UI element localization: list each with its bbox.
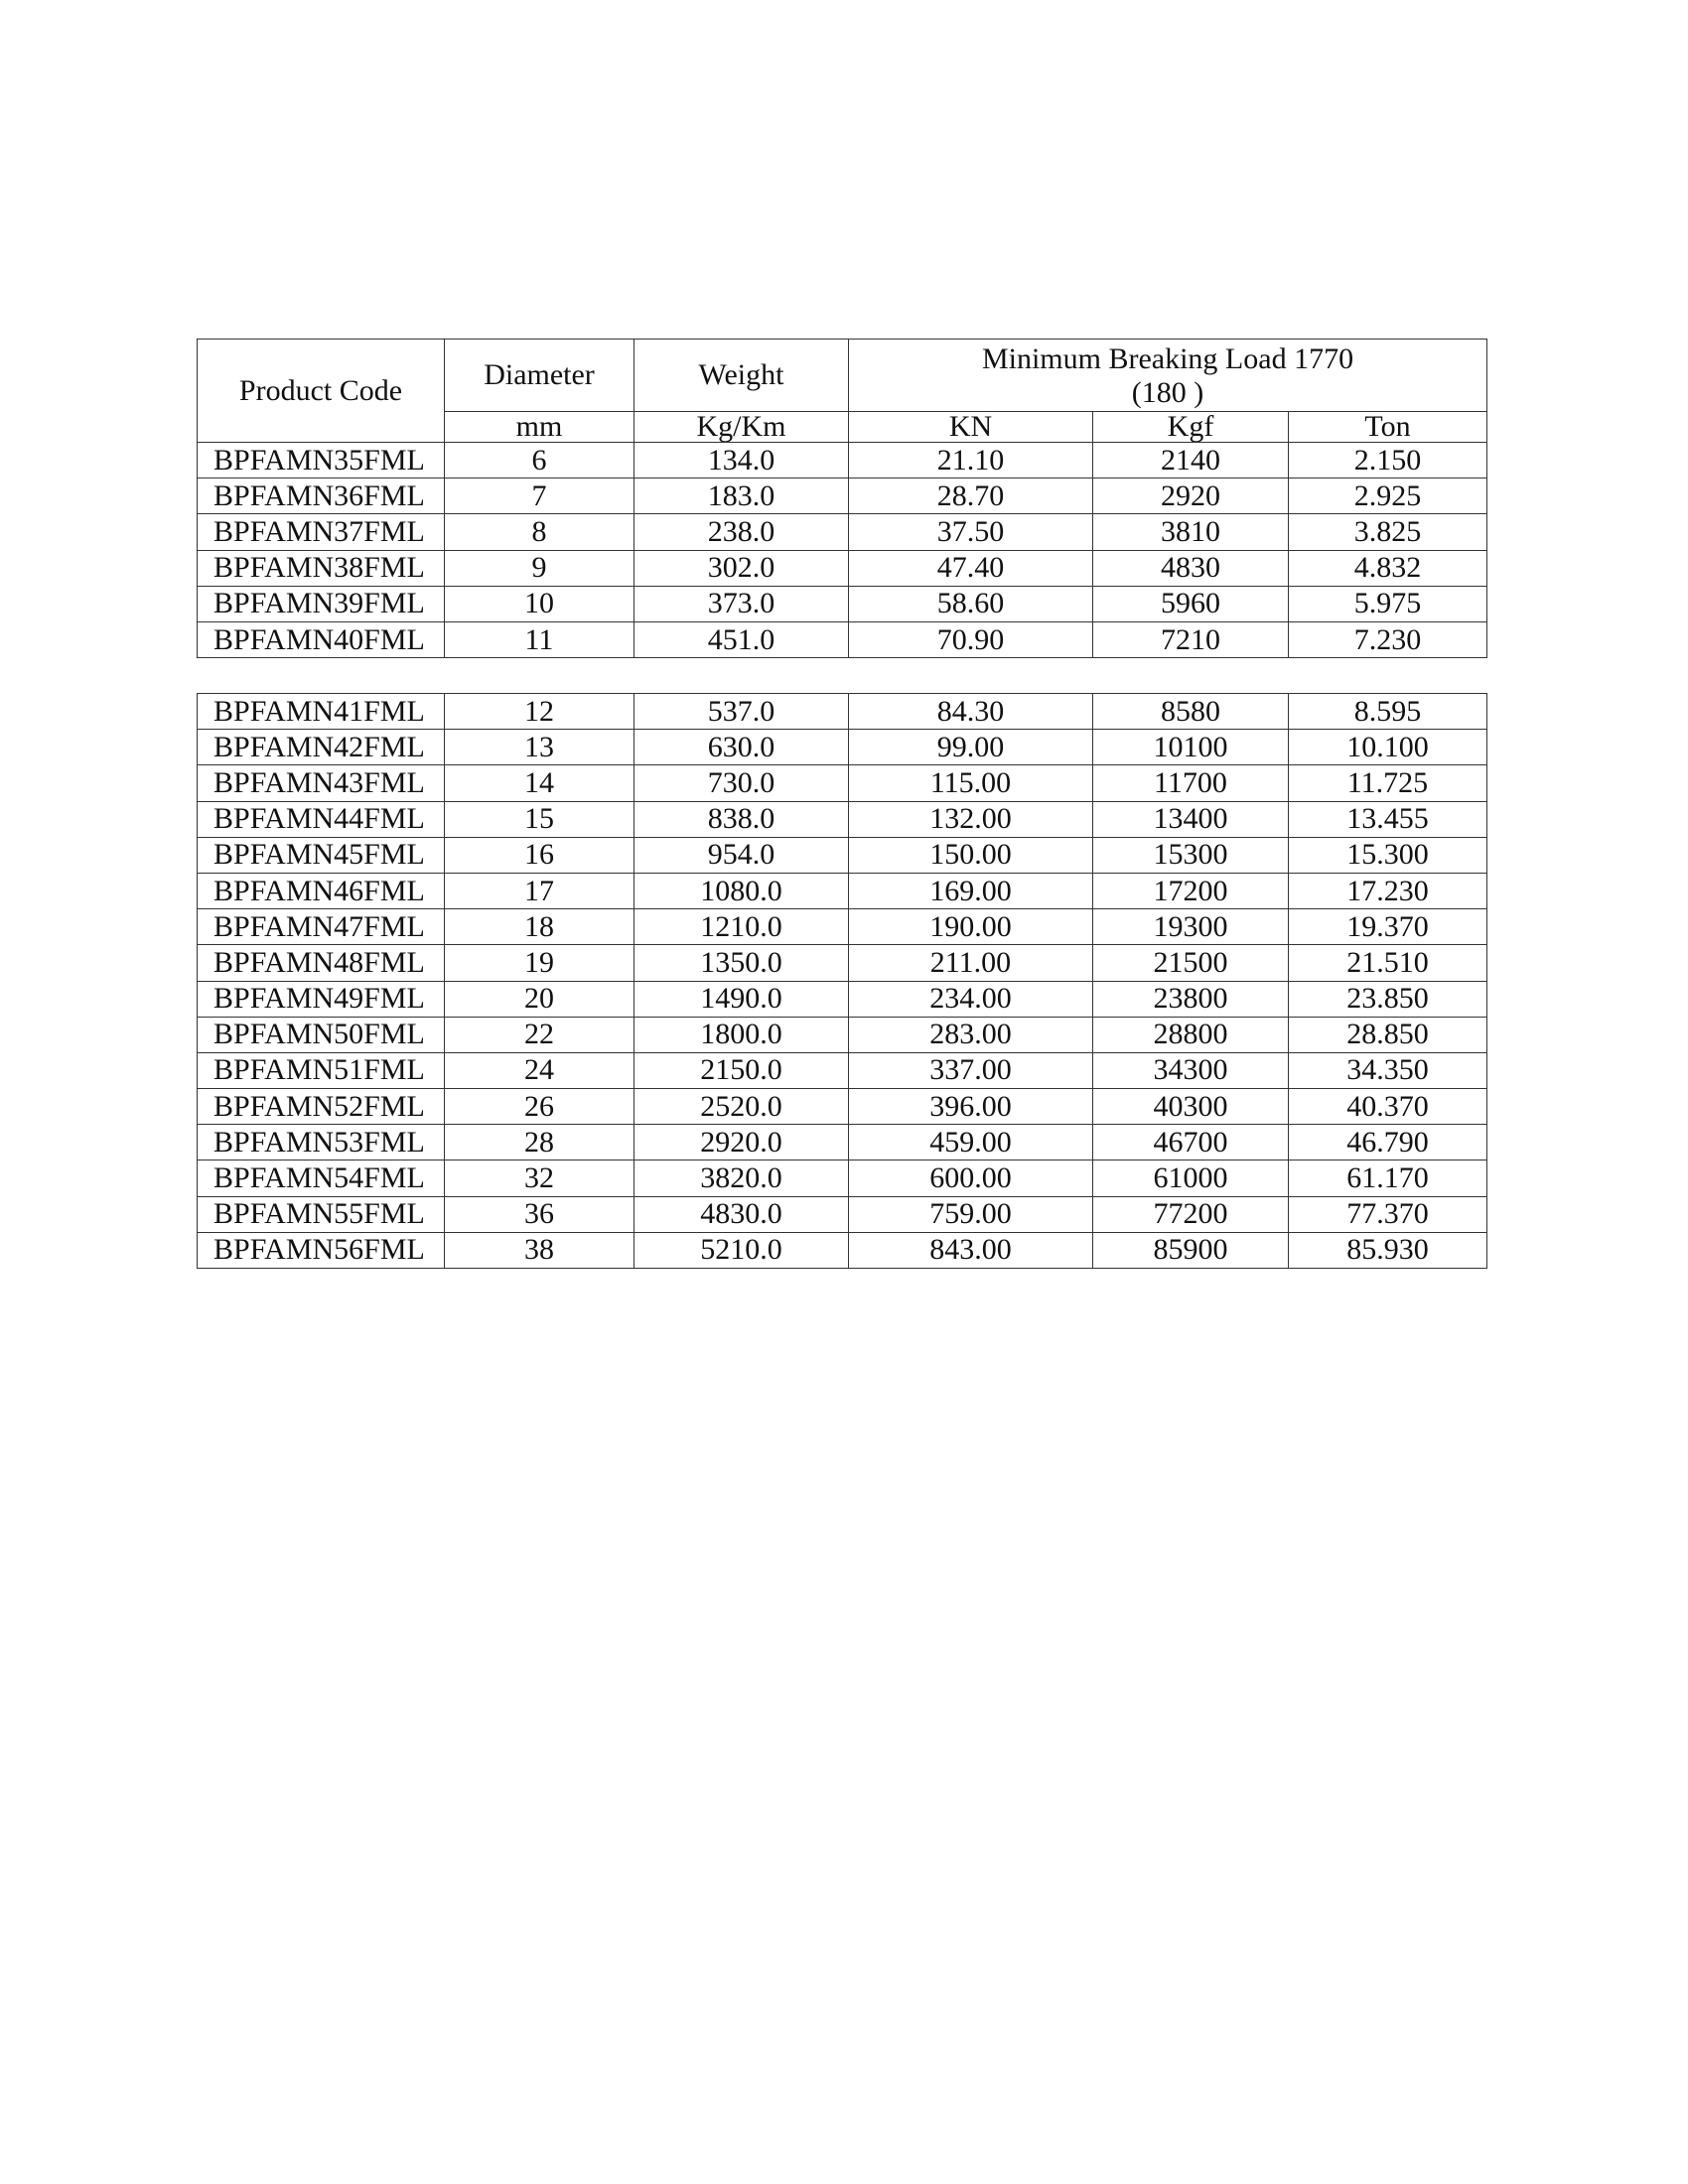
- cell-weight: 954.0: [634, 837, 849, 873]
- cell-ton: 4.832: [1289, 550, 1487, 586]
- cell-weight: 5210.0: [634, 1232, 849, 1268]
- cell-kn: 99.00: [849, 730, 1093, 765]
- cell-diameter: 6: [445, 443, 634, 478]
- table-row: [198, 909, 1487, 945]
- cell-diameter: 10: [445, 586, 634, 621]
- cell-code: BPFAMN54FML: [198, 1160, 445, 1196]
- cell-code: BPFAMN52FML: [198, 1089, 445, 1125]
- cell-code: BPFAMN35FML: [198, 443, 445, 478]
- cell-ton: 34.350: [1289, 1052, 1487, 1088]
- table-row: [198, 1052, 1487, 1088]
- cell-code: BPFAMN46FML: [198, 873, 445, 908]
- table-row: [198, 1125, 1487, 1160]
- cell-diameter: 7: [445, 478, 634, 514]
- kn-unit: KN: [849, 412, 1093, 443]
- cell-code: BPFAMN48FML: [198, 945, 445, 981]
- cell-weight: 2520.0: [634, 1089, 849, 1125]
- table-row: [198, 801, 1487, 837]
- cell-kn: 600.00: [849, 1160, 1093, 1196]
- cell-diameter: 15: [445, 801, 634, 837]
- product-code-header: Product Code: [198, 340, 445, 443]
- table-row: [198, 443, 1487, 478]
- cell-code: BPFAMN45FML: [198, 837, 445, 873]
- cell-kn: 115.00: [849, 765, 1093, 801]
- cell-diameter: 38: [445, 1232, 634, 1268]
- header-row: [198, 340, 1487, 412]
- cell-weight: 730.0: [634, 765, 849, 801]
- cell-kgf: 4830: [1093, 550, 1289, 586]
- cell-diameter: 14: [445, 765, 634, 801]
- cell-kn: 70.90: [849, 621, 1093, 657]
- cell-diameter: 18: [445, 909, 634, 945]
- cell-diameter: 26: [445, 1089, 634, 1125]
- cell-kn: 58.60: [849, 586, 1093, 621]
- cell-weight: 2150.0: [634, 1052, 849, 1088]
- cell-kn: 396.00: [849, 1089, 1093, 1125]
- cell-ton: 15.300: [1289, 837, 1487, 873]
- cell-weight: 1210.0: [634, 909, 849, 945]
- cell-diameter: 11: [445, 621, 634, 657]
- cell-code: BPFAMN50FML: [198, 1017, 445, 1052]
- cell-code: BPFAMN43FML: [198, 765, 445, 801]
- cell-code: BPFAMN47FML: [198, 909, 445, 945]
- cell-diameter: 36: [445, 1196, 634, 1232]
- minimum-breaking-load-header: [849, 340, 1487, 412]
- cell-kn: 169.00: [849, 873, 1093, 908]
- cell-ton: 17.230: [1289, 873, 1487, 908]
- cell-diameter: 8: [445, 514, 634, 550]
- cell-kgf: 28800: [1093, 1017, 1289, 1052]
- table-row: [198, 765, 1487, 801]
- diameter-header: Diameter: [445, 340, 634, 412]
- cell-weight: 838.0: [634, 801, 849, 837]
- table-row: [198, 586, 1487, 621]
- cell-diameter: 16: [445, 837, 634, 873]
- cell-code: BPFAMN51FML: [198, 1052, 445, 1088]
- cell-code: BPFAMN44FML: [198, 801, 445, 837]
- cell-kgf: 2920: [1093, 478, 1289, 514]
- weight-unit: Kg/Km: [634, 412, 849, 443]
- cell-kgf: 21500: [1093, 945, 1289, 981]
- cell-weight: 3820.0: [634, 1160, 849, 1196]
- table-row: [198, 514, 1487, 550]
- cell-ton: 19.370: [1289, 909, 1487, 945]
- cell-weight: 537.0: [634, 694, 849, 730]
- cell-kgf: 11700: [1093, 765, 1289, 801]
- cell-weight: 630.0: [634, 730, 849, 765]
- table-row: [198, 478, 1487, 514]
- cell-code: BPFAMN41FML: [198, 694, 445, 730]
- cell-code: BPFAMN42FML: [198, 730, 445, 765]
- cell-kn: 234.00: [849, 981, 1093, 1017]
- cell-diameter: 17: [445, 873, 634, 908]
- cell-kgf: 61000: [1093, 1160, 1289, 1196]
- cell-diameter: 28: [445, 1125, 634, 1160]
- spec-table-bottom: [197, 693, 1487, 1269]
- cell-code: BPFAMN38FML: [198, 550, 445, 586]
- cell-weight: 1080.0: [634, 873, 849, 908]
- cell-kn: 21.10: [849, 443, 1093, 478]
- cell-kgf: 2140: [1093, 443, 1289, 478]
- cell-kgf: 19300: [1093, 909, 1289, 945]
- group2-body: [198, 694, 1487, 1269]
- cell-weight: 1350.0: [634, 945, 849, 981]
- cell-code: BPFAMN40FML: [198, 621, 445, 657]
- cell-ton: 85.930: [1289, 1232, 1487, 1268]
- cell-diameter: 13: [445, 730, 634, 765]
- cell-ton: 23.850: [1289, 981, 1487, 1017]
- cell-kn: 47.40: [849, 550, 1093, 586]
- cell-diameter: 20: [445, 981, 634, 1017]
- cell-ton: 7.230: [1289, 621, 1487, 657]
- cell-weight: 134.0: [634, 443, 849, 478]
- table-row: [198, 945, 1487, 981]
- diameter-unit: mm: [445, 412, 634, 443]
- kgf-unit: Kgf: [1093, 412, 1289, 443]
- cell-kn: 28.70: [849, 478, 1093, 514]
- cell-kgf: 8580: [1093, 694, 1289, 730]
- cell-ton: 13.455: [1289, 801, 1487, 837]
- table-row: [198, 837, 1487, 873]
- cell-kgf: 5960: [1093, 586, 1289, 621]
- table-row: [198, 1160, 1487, 1196]
- cell-ton: 77.370: [1289, 1196, 1487, 1232]
- cell-kgf: 85900: [1093, 1232, 1289, 1268]
- mbl-title-line: Minimum Breaking Load 1770: [981, 342, 1354, 376]
- table-row: [198, 550, 1487, 586]
- table-row: [198, 873, 1487, 908]
- cell-kgf: 15300: [1093, 837, 1289, 873]
- group1-body: [198, 443, 1487, 658]
- table-row: [198, 1017, 1487, 1052]
- cell-code: BPFAMN55FML: [198, 1196, 445, 1232]
- cell-weight: 1800.0: [634, 1017, 849, 1052]
- cell-kn: 283.00: [849, 1017, 1093, 1052]
- cell-weight: 2920.0: [634, 1125, 849, 1160]
- cell-diameter: 19: [445, 945, 634, 981]
- cell-ton: 3.825: [1289, 514, 1487, 550]
- ton-unit: Ton: [1289, 412, 1487, 443]
- weight-header: Weight: [634, 340, 849, 412]
- cell-ton: 61.170: [1289, 1160, 1487, 1196]
- cell-kgf: 17200: [1093, 873, 1289, 908]
- cell-diameter: 9: [445, 550, 634, 586]
- cell-ton: 8.595: [1289, 694, 1487, 730]
- cell-kn: 84.30: [849, 694, 1093, 730]
- table-row: [198, 1196, 1487, 1232]
- table-row: [198, 1232, 1487, 1268]
- mbl-grade-line: (180 ): [1131, 376, 1204, 409]
- cell-kn: 211.00: [849, 945, 1093, 981]
- cell-diameter: 24: [445, 1052, 634, 1088]
- table-row: [198, 730, 1487, 765]
- cell-kn: 759.00: [849, 1196, 1093, 1232]
- cell-code: BPFAMN36FML: [198, 478, 445, 514]
- cell-code: BPFAMN53FML: [198, 1125, 445, 1160]
- cell-weight: 238.0: [634, 514, 849, 550]
- cell-ton: 46.790: [1289, 1125, 1487, 1160]
- cell-kgf: 23800: [1093, 981, 1289, 1017]
- cell-kn: 459.00: [849, 1125, 1093, 1160]
- cell-kn: 37.50: [849, 514, 1093, 550]
- cell-ton: 10.100: [1289, 730, 1487, 765]
- table-row: [198, 621, 1487, 657]
- cell-weight: 451.0: [634, 621, 849, 657]
- cell-kgf: 10100: [1093, 730, 1289, 765]
- cell-ton: 2.925: [1289, 478, 1487, 514]
- cell-kgf: 40300: [1093, 1089, 1289, 1125]
- cell-kgf: 13400: [1093, 801, 1289, 837]
- cell-weight: 183.0: [634, 478, 849, 514]
- cell-weight: 1490.0: [634, 981, 849, 1017]
- cell-diameter: 22: [445, 1017, 634, 1052]
- table-row: [198, 981, 1487, 1017]
- cell-weight: 4830.0: [634, 1196, 849, 1232]
- cell-kgf: 34300: [1093, 1052, 1289, 1088]
- cell-kgf: 3810: [1093, 514, 1289, 550]
- cell-code: BPFAMN49FML: [198, 981, 445, 1017]
- cell-diameter: 12: [445, 694, 634, 730]
- cell-kgf: 7210: [1093, 621, 1289, 657]
- cell-weight: 302.0: [634, 550, 849, 586]
- cell-code: BPFAMN37FML: [198, 514, 445, 550]
- cell-ton: 21.510: [1289, 945, 1487, 981]
- cell-kn: 337.00: [849, 1052, 1093, 1088]
- cell-kgf: 46700: [1093, 1125, 1289, 1160]
- cell-diameter: 32: [445, 1160, 634, 1196]
- cell-ton: 11.725: [1289, 765, 1487, 801]
- cell-code: BPFAMN39FML: [198, 586, 445, 621]
- cell-ton: 28.850: [1289, 1017, 1487, 1052]
- cell-ton: 40.370: [1289, 1089, 1487, 1125]
- table-row: [198, 694, 1487, 730]
- cell-kn: 132.00: [849, 801, 1093, 837]
- cell-kgf: 77200: [1093, 1196, 1289, 1232]
- table-row: [198, 1089, 1487, 1125]
- cell-weight: 373.0: [634, 586, 849, 621]
- cell-ton: 2.150: [1289, 443, 1487, 478]
- cell-ton: 5.975: [1289, 586, 1487, 621]
- spec-table-top: [197, 339, 1487, 658]
- cell-code: BPFAMN56FML: [198, 1232, 445, 1268]
- cell-kn: 150.00: [849, 837, 1093, 873]
- cell-kn: 843.00: [849, 1232, 1093, 1268]
- cell-kn: 190.00: [849, 909, 1093, 945]
